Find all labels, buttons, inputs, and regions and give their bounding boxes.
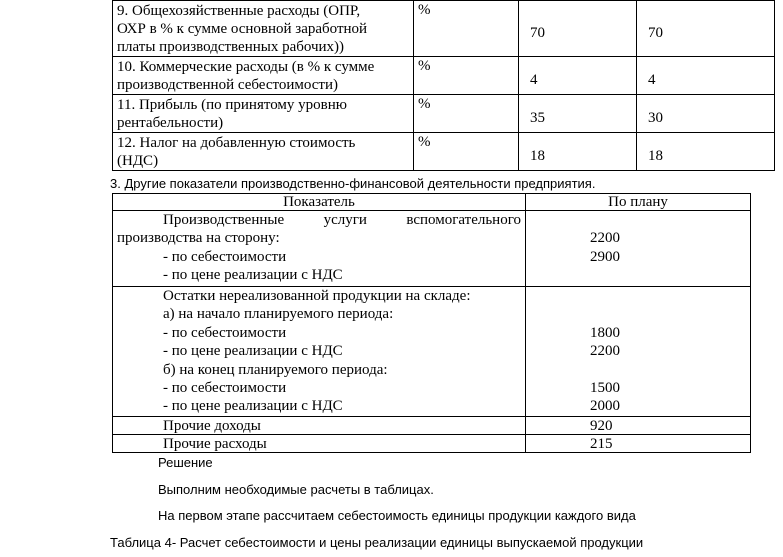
header-indicator: Показатель xyxy=(113,194,526,211)
row-unit: % xyxy=(414,1,519,57)
row-value-1: 18 xyxy=(519,133,637,171)
other-income-value: 920 xyxy=(526,417,751,435)
table-header-row xyxy=(113,194,751,211)
section-title: 3. Другие показатели производственно-финансовой деятельности предприятия. xyxy=(110,176,596,191)
table-row xyxy=(113,133,775,171)
table-row xyxy=(113,57,775,95)
parameters-table-top xyxy=(112,0,775,171)
other-expenses-value: 215 xyxy=(526,435,751,453)
block-services-values: 2200 2900 xyxy=(526,211,751,287)
row-value-1: 70 xyxy=(519,1,637,57)
table-row xyxy=(113,95,775,133)
row-unit: % xyxy=(414,133,519,171)
row-label: 12. Налог на добавленную стоимость (НДС) xyxy=(113,133,414,171)
services-label-first-line: Производственные услуги вспомогательного xyxy=(163,212,521,228)
block-stock-values: 1800 2200 1500 2000 xyxy=(526,287,751,417)
row-label: 9. Общехозяйственные расходы (ОПР, ОХР в % к сумме основной заработной платы производственных рабочих)) xyxy=(113,1,414,57)
row-value-1: 4 xyxy=(519,57,637,95)
header-plan: По плану xyxy=(526,194,751,211)
table-row xyxy=(113,287,751,417)
other-expenses-label: Прочие расходы xyxy=(113,435,526,453)
row-label: 10. Коммерческие расходы (в % к сумме производственной себестоимости) xyxy=(113,57,414,95)
other-indicators-table xyxy=(112,193,751,453)
paragraph-calc: Выполним необходимые расчеты в таблицах. xyxy=(158,482,434,497)
row-value-2: 70 xyxy=(637,1,775,57)
table-row xyxy=(113,1,775,57)
row-value-2: 4 xyxy=(637,57,775,95)
row-value-1: 35 xyxy=(519,95,637,133)
paragraph-first-stage: На первом этапе рассчитаем себестоимость единицы продукции каждого вида xyxy=(158,508,636,523)
row-unit: % xyxy=(414,95,519,133)
table4-caption: Таблица 4- Расчет себестоимости и цены реализации единицы выпускаемой продукции xyxy=(110,535,644,550)
other-income-label: Прочие доходы xyxy=(113,417,526,435)
row-value-2: 18 xyxy=(637,133,775,171)
solution-heading: Решение xyxy=(158,455,213,470)
row-unit: % xyxy=(414,57,519,95)
block-stock-label: Остатки нереализованной продукции на складе: а) на начало планируемого периода: - по себестоимости - по цене реализации с НДС б) на конец планируемого периода: - по себестоимости - по цене реализации с НДС xyxy=(113,287,526,417)
block-services-label: Производственные услуги вспомогательного производства на сторону: - по себестоимости - по цене реализации с НДС xyxy=(113,211,526,287)
table-row xyxy=(113,417,751,435)
table-row xyxy=(113,435,751,453)
row-label: 11. Прибыль (по принятому уровню рентабельности) xyxy=(113,95,414,133)
table-row xyxy=(113,211,751,287)
row-value-2: 30 xyxy=(637,95,775,133)
